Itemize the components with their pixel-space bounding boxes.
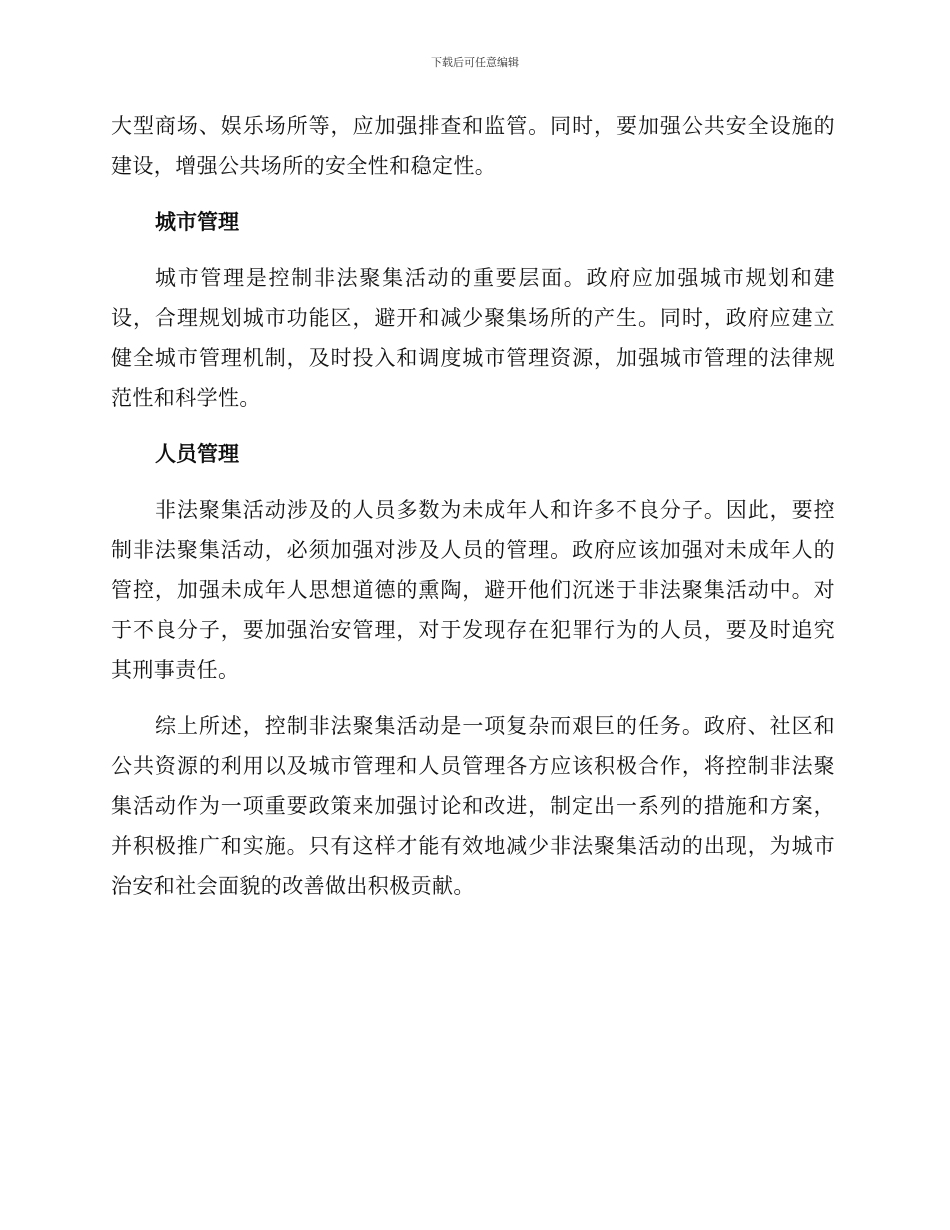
section-heading-personnel-management: 人员管理 [155,442,239,466]
paragraph-urban-management: 城市管理是控制非法聚集活动的重要层面。政府应加强城市规划和建设，合理规划城市功能区，避开和减少聚集场所的产生。同时，政府应建立健全城市管理机制，及时投入和调度城市管理资源，加强城市管理的法律规范性和科学性。 [111,266,835,410]
section-heading-urban-management: 城市管理 [155,210,239,234]
paragraph-personnel-management: 非法聚集活动涉及的人员多数为未成年人和许多不良分子。因此，要控制非法聚集活动，必须加强对涉及人员的管理。政府应该加强对未成年人的管控，加强未成年人思想道德的熏陶，避开他们沉迷于非法聚集活动中。对于不良分子，要加强治安管理，对于发现存在犯罪行为的人员，要及时追究其刑事责任。 [111,498,835,682]
paragraph-public-safety: 大型商场、娱乐场所等，应加强排查和监管。同时，要加强公共安全设施的建设，增强公共场所的安全性和稳定性。 [111,114,835,178]
paragraph-conclusion: 综上所述，控制非法聚集活动是一项复杂而艰巨的任务。政府、社区和公共资源的利用以及城市管理和人员管理各方应该积极合作，将控制非法聚集活动作为一项重要政策来加强讨论和改进，制定出一系列的措施和方案，并积极推广和实施。只有这样才能有效地减少非法聚集活动的出现，为城市治安和社会面貌的改善做出积极贡献。 [111,714,835,898]
page-header: 下载后可任意编辑 [431,56,519,69]
document-body [111,106,835,906]
